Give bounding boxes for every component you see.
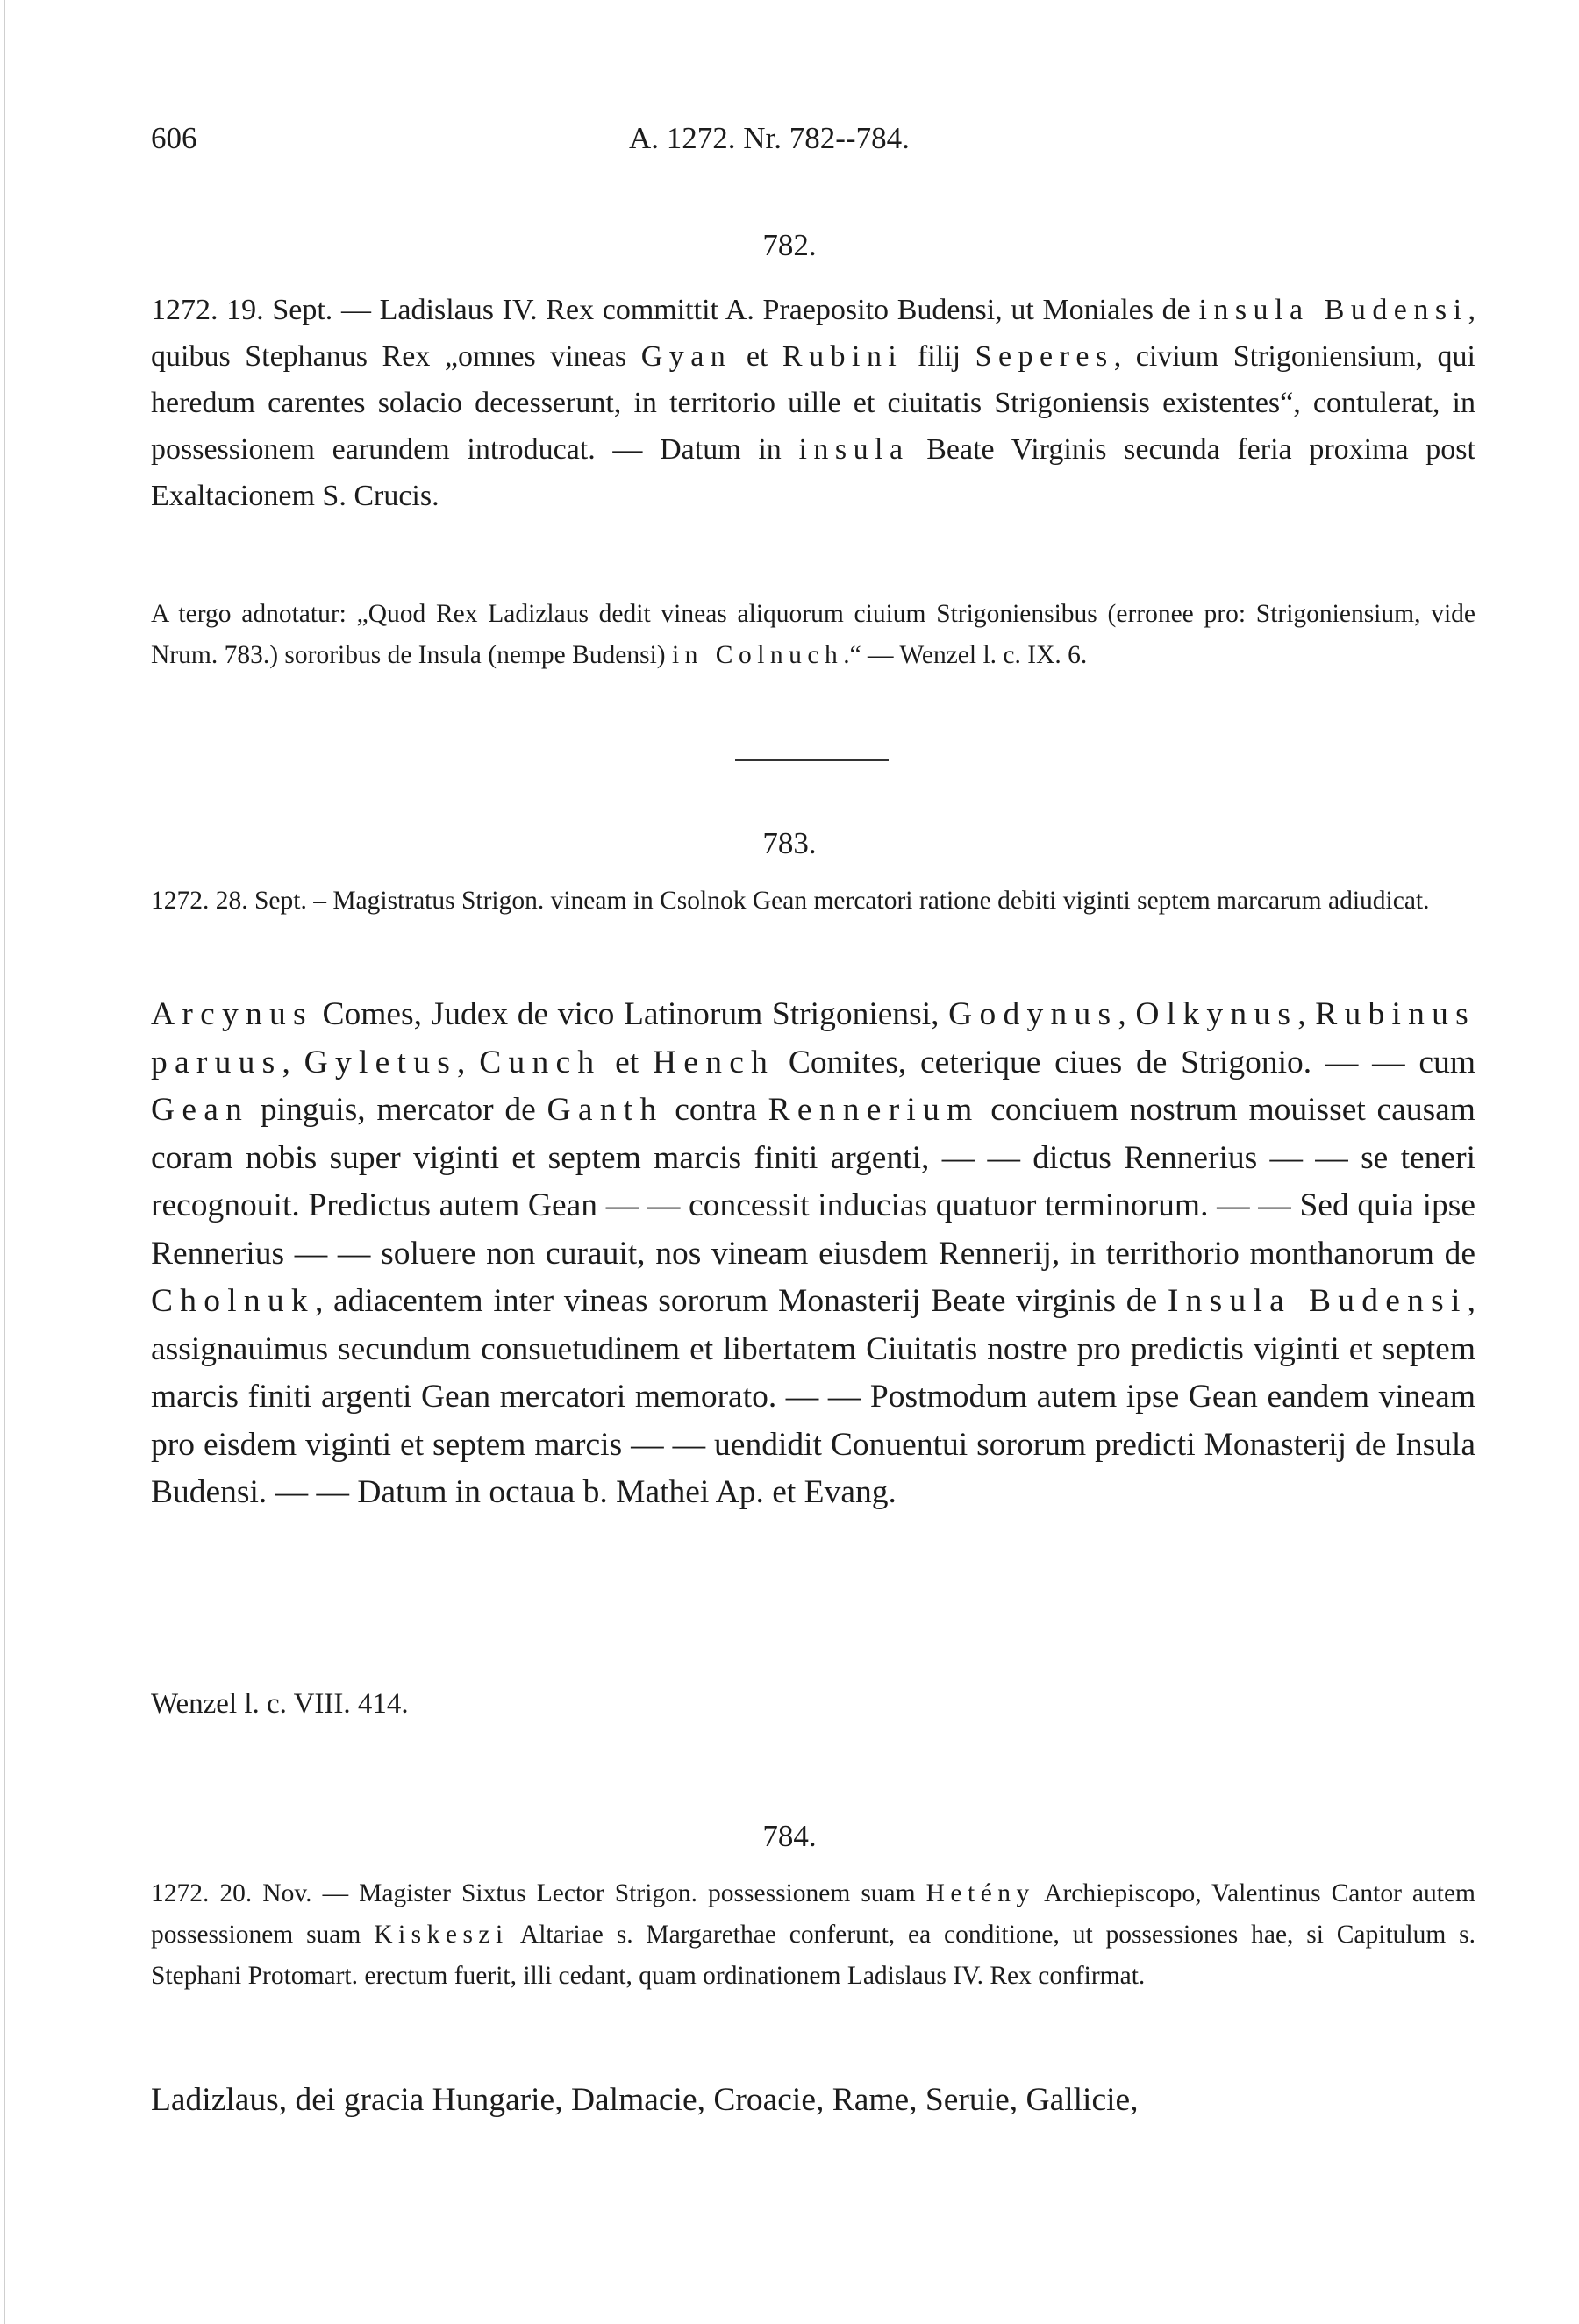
document-number-784: 784. [762,1819,817,1853]
regest-784 [151,1873,1475,1997]
regest-782-text: 1272. 19. Sept. — Ladislaus IV. Rex committit A. Praeposito Budensi, ut Moniales de insula Budensi, quibus Stephanus Rex „omnes vineas Gyan et Rubini filij Seperes, civium Strigoniensium, qui heredum carentes solacio decesserunt, in territorio uille et ciuitatis Strigoniensis existentes“, contulerat, in possessionem earundem introducat. — Datum in insula Beate Virginis secunda feria proxima post Exaltacionem S. Crucis. [151,294,1475,512]
running-head-title: A. 1272. Nr. 782--784. [629,121,910,155]
charter-783-text: Arcynus Comes, Judex de vico Latinorum Strigoniensi, Godynus, Olkynus, Rubinus paruus, Gyletus, Cunch et Hench Comites, ceterique ciues de Strigonio. — — cum Gean pinguis, mercator de Ganth contra Rennerium conciuem nostrum mouisset causam coram nobis super viginti et septem marcis finiti argenti, — — dictus Rennerius — — se teneri recognouit. Predictus autem Gean — — concessit inducias quatuor terminorum. — — Sed quia ipse Rennerius — — soluere non curauit, nos vineam eiusdem Rennerij, in territhorio monthanorum de Cholnuk, adiacentem inter vineas sororum Monasterij Beate virginis de Insula Budensi, assignauimus secundum consuetudinem et libertatem Ciuitatis nostre pro predictis viginti et septem marcis finiti argenti Gean mercatori memorato. — — Postmodum autem ipse Gean eandem vineam pro eisdem viginti et septem marcis — — uendidit Conuentui sororum predicti Monasterij de Insula Budensi. — — Datum in octaua b. Mathei Ap. et Evang. [151,996,1476,1510]
page-number: 606 [151,121,197,155]
section-divider [735,759,889,761]
spaced-name: Seperes [975,340,1114,373]
running-head [151,121,1475,174]
spaced-name: insula [798,433,910,466]
charter-text-783 [151,991,1475,1517]
spaced-name: in Colnuch [672,641,844,669]
document-number-782: 782. [762,228,817,262]
spaced-name: insula Budensi [1198,294,1468,326]
charter-784-text: Ladizlaus, dei gracia Hungarie, Dalmacie, Croacie, Rame, Seruie, Gallicie, [151,2082,1139,2118]
regest-783-text: 1272. 28. Sept. – Magistratus Strigon. vineam in Csolnok Gean mercatori ratione debiti viginti septem marcarum adiudicat. [151,887,1430,915]
note-782-text: A tergo adnotatur: „Quod Rex Ladizlaus dedit vineas aliquorum ciuium Strigoniensibus (erronee pro: Strigoniensium, vide Nrum. 783.) sororibus de Insula (nempe Budensi) in Colnuch.“ — Wenzel l. c. IX. 6. [151,600,1475,669]
source-reference-783: Wenzel l. c. VIII. 414. [151,1688,409,1720]
regest-782 [151,287,1475,519]
document-number-783: 783. [762,826,817,860]
spaced-name: Gyan [640,340,732,373]
page-edge [4,0,5,2324]
spaced-name: Rubini [782,340,904,373]
regest-784-text: 1272. 20. Nov. — Magister Sixtus Lector Strigon. possessionem suam Hetény Archiepiscopo, Valentinus Cantor autem possessionem suam Kiskeszi Altariae s. Margarethae conferunt, ea conditione, ut possessiones hae, si Capitulum s. Stephani Protomart. erectum fuerit, illi cedant, quam ordinationem Ladislaus IV. Rex confirmat. [151,1879,1476,1990]
note-782 [151,594,1475,676]
charter-text-784 [151,2077,1475,2125]
regest-783 [151,880,1475,922]
